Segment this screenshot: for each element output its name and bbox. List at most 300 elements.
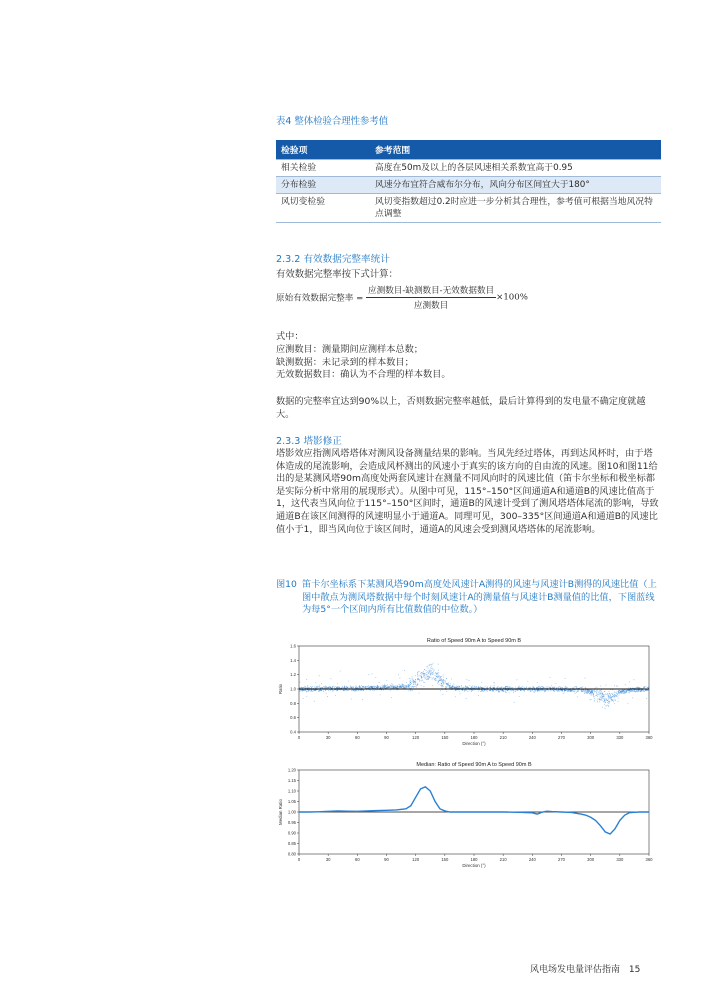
scatter-point	[416, 687, 417, 688]
scatter-point	[392, 684, 393, 685]
scatter-point	[409, 678, 410, 679]
scatter-point	[608, 698, 609, 699]
scatter-point	[422, 680, 423, 681]
scatter-point	[351, 687, 352, 688]
scatter-point	[432, 679, 433, 680]
scatter-point	[613, 695, 614, 696]
scatter-point	[593, 693, 594, 694]
scatter-point	[305, 690, 306, 691]
scatter-point	[459, 686, 460, 687]
scatter-point	[544, 687, 545, 688]
scatter-point	[433, 663, 434, 664]
scatter-point	[630, 691, 631, 692]
scatter-point	[576, 691, 577, 692]
scatter-point	[465, 687, 466, 688]
scatter-point	[635, 687, 636, 688]
scatter-point	[611, 697, 612, 698]
scatter-point	[546, 686, 547, 687]
scatter-point	[441, 683, 442, 684]
scatter-point	[582, 686, 583, 687]
scatter-point	[471, 690, 472, 691]
scatter-point	[526, 687, 527, 688]
scatter-point	[527, 690, 528, 691]
scatter-points	[299, 663, 650, 709]
scatter-point	[587, 692, 588, 693]
scatter-point	[319, 675, 320, 676]
scatter-point	[594, 691, 595, 692]
scatter-point	[426, 672, 427, 673]
scatter-point	[533, 687, 534, 688]
table-cell-item: 相关检验	[276, 160, 370, 177]
scatter-point	[511, 690, 512, 691]
scatter-point	[513, 687, 514, 688]
scatter-point	[399, 678, 400, 679]
scatter-point	[609, 701, 610, 702]
scatter-point	[431, 668, 432, 669]
scatter-point	[420, 673, 421, 674]
scatter-point	[356, 686, 357, 687]
scatter-point	[441, 685, 442, 686]
x-tick-label: 330	[616, 857, 624, 862]
x-axis-label: Direction (°)	[462, 741, 486, 746]
scatter-point	[320, 689, 321, 690]
scatter-point	[313, 690, 314, 691]
scatter-point	[338, 687, 339, 688]
scatter-point	[632, 688, 633, 689]
scatter-point	[392, 688, 393, 689]
scatter-point	[409, 681, 410, 682]
scatter-point	[438, 674, 439, 675]
scatter-point	[370, 686, 371, 687]
scatter-point	[428, 678, 429, 679]
scatter-point	[442, 682, 443, 683]
scatter-point	[494, 683, 495, 684]
median-line-chart	[273, 760, 663, 870]
scatter-point	[478, 695, 479, 696]
scatter-point	[305, 687, 306, 688]
scatter-point	[306, 691, 307, 692]
scatter-point	[424, 674, 425, 675]
scatter-point	[601, 691, 602, 692]
scatter-point	[419, 680, 420, 681]
scatter-point	[519, 686, 520, 687]
scatter-point	[335, 695, 336, 696]
scatter-point	[435, 675, 436, 676]
scatter-point	[438, 670, 439, 671]
x-tick-label: 240	[528, 857, 536, 862]
scatter-point	[459, 691, 460, 692]
scatter-point	[428, 665, 429, 666]
scatter-point	[437, 683, 438, 684]
scatter-point	[463, 688, 464, 689]
scatter-point	[344, 690, 345, 691]
scatter-point	[370, 689, 371, 690]
scatter-point	[330, 690, 331, 691]
scatter-point	[585, 687, 586, 688]
scatter-point	[614, 694, 615, 695]
scatter-point	[466, 686, 467, 687]
scatter-point	[634, 679, 635, 680]
scatter-point	[413, 680, 414, 681]
x-tick-label: 120	[412, 857, 420, 862]
scatter-point	[614, 697, 615, 698]
scatter-point	[576, 692, 577, 693]
scatter-point	[428, 676, 429, 677]
scatter-point	[300, 689, 301, 690]
scatter-point	[417, 684, 418, 685]
scatter-point	[474, 686, 475, 687]
scatter-point	[332, 688, 333, 689]
scatter-point	[522, 687, 523, 688]
scatter-point	[398, 674, 399, 675]
scatter-point	[457, 686, 458, 687]
scatter-point	[575, 690, 576, 691]
scatter-point	[312, 691, 313, 692]
scatter-point	[355, 691, 356, 692]
scatter-point	[542, 686, 543, 687]
scatter-point	[528, 690, 529, 691]
scatter-point	[542, 687, 543, 688]
scatter-point	[638, 691, 639, 692]
scatter-point	[609, 693, 610, 694]
scatter-point	[393, 688, 394, 689]
scatter-point	[424, 682, 425, 683]
scatter-point	[430, 670, 431, 671]
x-tick-label: 30	[325, 857, 331, 862]
scatter-point	[407, 686, 408, 687]
scatter-point	[624, 693, 625, 694]
scatter-point	[508, 687, 509, 688]
scatter-point	[433, 673, 434, 674]
scatter-point	[602, 700, 603, 701]
scatter-point	[436, 674, 437, 675]
y-tick-label: 1.10	[287, 788, 296, 794]
scatter-point	[510, 687, 511, 688]
scatter-point	[404, 688, 405, 689]
scatter-point	[456, 690, 457, 691]
scatter-point	[483, 691, 484, 692]
scatter-point	[562, 689, 563, 690]
scatter-point	[482, 688, 483, 689]
scatter-point	[635, 691, 636, 692]
scatter-point	[418, 678, 419, 679]
scatter-point	[413, 682, 414, 683]
scatter-point	[424, 669, 425, 670]
definition-line: 式中：	[276, 331, 304, 342]
scatter-point	[617, 694, 618, 695]
scatter-point	[614, 696, 615, 697]
scatter-point	[458, 686, 459, 687]
y-tick-label: 0.6	[290, 715, 296, 721]
scatter-point	[409, 686, 410, 687]
scatter-point	[614, 685, 615, 686]
scatter-point	[600, 692, 601, 693]
scatter-point	[448, 685, 449, 686]
scatter-point	[393, 687, 394, 688]
scatter-point	[537, 682, 538, 683]
scatter-point	[454, 687, 455, 688]
scatter-point	[472, 685, 473, 686]
scatter-point	[422, 674, 423, 675]
scatter-point	[312, 688, 313, 689]
scatter-point	[369, 687, 370, 688]
scatter-point	[304, 686, 305, 687]
scatter-point	[306, 688, 307, 689]
scatter-point	[408, 684, 409, 685]
scatter-point	[303, 698, 304, 699]
scatter-point	[424, 676, 425, 677]
table-title: 表4 整体检验合理性参考值	[276, 116, 389, 127]
x-tick-label: 180	[470, 857, 478, 862]
scatter-point	[648, 690, 649, 691]
scatter-point	[524, 691, 525, 692]
figure-caption	[276, 579, 661, 617]
scatter-point	[452, 686, 453, 687]
scatter-point	[415, 686, 416, 687]
scatter-point	[337, 683, 338, 684]
scatter-point	[390, 690, 391, 691]
scatter-point	[404, 670, 405, 671]
scatter-point	[445, 686, 446, 687]
scatter-point	[600, 696, 601, 697]
scatter-point	[644, 687, 645, 688]
scatter-point	[310, 691, 311, 692]
scatter-point	[463, 687, 464, 688]
scatter-point	[391, 687, 392, 688]
scatter-point	[344, 685, 345, 686]
x-tick-label: 90	[384, 735, 389, 740]
scatter-point	[300, 682, 301, 683]
y-axis-label: Median Ratio	[278, 799, 283, 825]
scatter-point	[598, 692, 599, 693]
x-tick-label: 30	[325, 735, 331, 740]
y-tick-label: 0.90	[287, 830, 296, 836]
scatter-point	[501, 687, 502, 688]
scatter-point	[397, 686, 398, 687]
scatter-point	[601, 697, 602, 698]
scatter-point	[549, 688, 550, 689]
scatter-point	[430, 664, 431, 665]
scatter-point	[465, 690, 466, 691]
scatter-point	[351, 690, 352, 691]
y-tick-label: 0.8	[290, 700, 296, 706]
scatter-point	[594, 690, 595, 691]
x-tick-label: 0	[297, 735, 301, 740]
scatter-point	[554, 691, 555, 692]
scatter-point	[461, 686, 462, 687]
scatter-point	[529, 687, 530, 688]
scatter-point	[375, 677, 376, 678]
scatter-point	[350, 686, 351, 687]
scatter-point	[402, 685, 403, 686]
scatter-point	[325, 686, 326, 687]
scatter-point	[306, 679, 307, 680]
scatter-point	[581, 690, 582, 691]
scatter-point	[557, 687, 558, 688]
scatter-point	[632, 697, 633, 698]
scatter-point	[576, 688, 577, 689]
scatter-point	[597, 687, 598, 688]
x-tick-label: 360	[645, 735, 653, 740]
definitions	[276, 331, 451, 382]
scatter-point	[605, 702, 606, 703]
scatter-point	[608, 706, 609, 707]
scatter-point	[326, 687, 327, 688]
scatter-point	[351, 698, 352, 699]
table-row	[276, 177, 661, 194]
scatter-point	[372, 686, 373, 687]
scatter-point	[585, 690, 586, 691]
scatter-point	[543, 690, 544, 691]
scatter-point	[619, 692, 620, 693]
scatter-point	[550, 677, 551, 678]
scatter-point	[545, 690, 546, 691]
scatter-point	[605, 698, 606, 699]
scatter-point	[634, 691, 635, 692]
scatter-point	[513, 690, 514, 691]
scatter-point	[612, 699, 613, 700]
scatter-point	[346, 686, 347, 687]
scatter-point	[643, 690, 644, 691]
scatter-point	[606, 706, 607, 707]
scatter-point	[619, 690, 620, 691]
scatter-point	[537, 687, 538, 688]
scatter-point	[406, 682, 407, 683]
scatter-point	[424, 675, 425, 676]
scatter-point	[490, 687, 491, 688]
scatter-point	[415, 683, 416, 684]
scatter-point	[403, 686, 404, 687]
scatter-point	[446, 678, 447, 679]
scatter-point	[575, 693, 576, 694]
scatter-point	[318, 686, 319, 687]
scatter-point	[422, 677, 423, 678]
scatter-point	[628, 690, 629, 691]
scatter-point	[599, 699, 600, 700]
scatter-point	[306, 696, 307, 697]
scatter-point	[440, 690, 441, 691]
scatter-point	[436, 673, 437, 674]
scatter-point	[305, 686, 306, 687]
scatter-point	[614, 700, 615, 701]
scatter-point	[563, 693, 564, 694]
scatter-point	[623, 690, 624, 691]
scatter-point	[631, 689, 632, 690]
scatter-point	[351, 690, 352, 691]
scatter-point	[572, 688, 573, 689]
scatter-point	[443, 685, 444, 686]
scatter-point	[490, 686, 491, 687]
scatter-point	[600, 694, 601, 695]
scatter-point	[481, 691, 482, 692]
scatter-point	[412, 681, 413, 682]
scatter-point	[390, 685, 391, 686]
scatter-point	[610, 698, 611, 699]
scatter-point	[622, 693, 623, 694]
scatter-point	[446, 687, 447, 688]
scatter-point	[498, 690, 499, 691]
y-axis-label: Ratio	[278, 683, 283, 695]
scatter-point	[610, 695, 611, 696]
scatter-point	[473, 689, 474, 690]
scatter-point	[597, 699, 598, 700]
scatter-point	[443, 679, 444, 680]
scatter-point	[453, 686, 454, 687]
scatter-point	[570, 691, 571, 692]
scatter-point	[321, 690, 322, 691]
scatter-point	[435, 679, 436, 680]
y-tick-label: 0.4	[290, 729, 296, 735]
scatter-point	[439, 675, 440, 676]
scatter-point	[427, 674, 428, 675]
scatter-point	[436, 680, 437, 681]
scatter-point	[522, 686, 523, 687]
scatter-point	[599, 699, 600, 700]
scatter-point	[467, 691, 468, 692]
scatter-point	[444, 680, 445, 681]
scatter-point	[396, 687, 397, 688]
scatter-point	[432, 674, 433, 675]
scatter-point	[462, 687, 463, 688]
scatter-point	[644, 690, 645, 691]
scatter-point	[440, 685, 441, 686]
scatter-point	[319, 686, 320, 687]
scatter-point	[509, 692, 510, 693]
table-cell-item: 分布检验	[276, 177, 370, 194]
scatter-point	[480, 691, 481, 692]
scatter-point	[430, 677, 431, 678]
scatter-point	[380, 688, 381, 689]
scatter-point	[507, 686, 508, 687]
scatter-point	[363, 687, 364, 688]
scatter-point	[393, 685, 394, 686]
scatter-point	[506, 692, 507, 693]
scatter-point	[451, 679, 452, 680]
scatter-point	[612, 700, 613, 701]
scatter-point	[562, 691, 563, 692]
scatter-point	[597, 696, 598, 697]
scatter-point	[500, 690, 501, 691]
scatter-point	[380, 694, 381, 695]
scatter-point	[367, 687, 368, 688]
scatter-point	[558, 686, 559, 687]
scatter-point	[327, 696, 328, 697]
scatter-point	[498, 686, 499, 687]
scatter-point	[516, 679, 517, 680]
scatter-point	[386, 685, 387, 686]
scatter-point	[637, 687, 638, 688]
scatter-point	[419, 675, 420, 676]
scatter-point	[339, 687, 340, 688]
scatter-point	[445, 682, 446, 683]
scatter-point	[339, 688, 340, 689]
scatter-point	[371, 687, 372, 688]
scatter-point	[608, 697, 609, 698]
y-tick-label: 1.20	[287, 767, 296, 773]
scatter-point	[478, 687, 479, 688]
scatter-point	[438, 664, 439, 665]
scatter-point	[517, 687, 518, 688]
x-tick-label: 210	[499, 735, 507, 740]
scatter-point	[426, 677, 427, 678]
scatter-point	[603, 701, 604, 702]
scatter-point	[504, 691, 505, 692]
scatter-point	[436, 676, 437, 677]
scatter-point	[553, 687, 554, 688]
scatter-point	[591, 694, 592, 695]
scatter-point	[447, 683, 448, 684]
scatter-point	[429, 676, 430, 677]
